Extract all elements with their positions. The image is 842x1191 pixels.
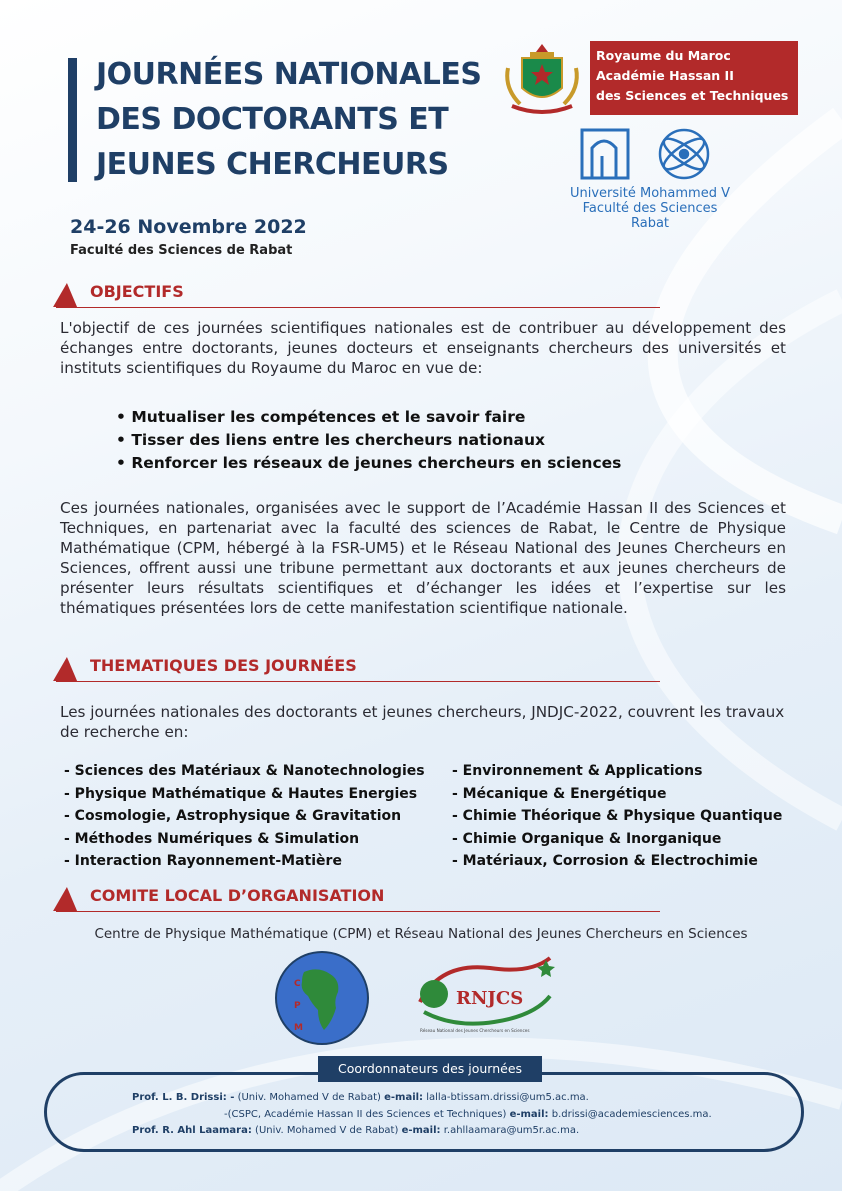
- royal-line-1: Royaume du Maroc: [596, 48, 731, 63]
- univ-line-1: Université Mohammed V: [570, 186, 730, 201]
- theme-item: - Chimie Théorique & Physique Quantique: [452, 808, 783, 824]
- bullet-item: • Tisser des liens entre les chercheurs nationaux: [116, 429, 621, 452]
- coordinator-affiliation: (Univ. Mohamed V de Rabat): [251, 1125, 402, 1136]
- university-logos: [580, 128, 720, 184]
- moroccan-coat-of-arms-logo: [500, 38, 584, 118]
- faculty-atom-icon: [660, 130, 708, 178]
- coordinator-line: [132, 1090, 712, 1107]
- royal-line-3: des Sciences et Techniques: [596, 88, 789, 103]
- coordinator-affiliation: -(CSPC, Académie Hassan II des Sciences et Techniques): [224, 1108, 510, 1120]
- section-header-objectifs: [56, 282, 660, 308]
- section-header-comite: [56, 886, 660, 912]
- university-name: [520, 186, 780, 231]
- univ-line-2: Faculté des Sciences: [582, 201, 718, 216]
- comite-text: Centre de Physique Mathématique (CPM) et Réseau National des Jeunes Chercheurs en Sciences: [94, 926, 748, 942]
- email-label: e-mail:: [384, 1092, 424, 1103]
- coordinators-lines: [132, 1090, 712, 1140]
- theme-item: - Mécanique & Energétique: [452, 785, 667, 802]
- email-label: e-mail:: [509, 1108, 549, 1120]
- page-title: [96, 52, 496, 187]
- cpm-logo: [274, 950, 370, 1046]
- email-label: e-mail:: [401, 1125, 441, 1136]
- um5-logo-icon: [582, 130, 628, 178]
- coordinator-email[interactable]: lalla-btissam.drissi@um5.ac.ma.: [423, 1092, 589, 1103]
- coordinator-line: [132, 1107, 712, 1124]
- coordinator-email[interactable]: b.drissi@academiesciences.ma.: [548, 1108, 712, 1120]
- section-marker-icon: [53, 283, 91, 307]
- theme-item: - Interaction Rayonnement-Matière: [64, 853, 342, 869]
- theme-item: - Méthodes Numériques & Simulation: [64, 830, 360, 847]
- coordinator-affiliation: (Univ. Mohamed V de Rabat): [234, 1092, 385, 1103]
- thematiques-intro: Les journées nationales des doctorants et jeunes chercheurs, JNDJC-2022, couvrent les travaux de recherche en:: [60, 703, 785, 741]
- section-title: OBJECTIFS: [90, 282, 184, 301]
- theme-item: - Physique Mathématique & Hautes Energies: [64, 785, 418, 802]
- objectifs-body: Ces journées nationales, organisées avec le support de l’Académie Hassan II des Sciences et Techniques, en partenariat avec la faculté des sciences de Rabat, le Centre de Physique Mathématique (CPM, hébergé à la FSR-UM5) et le Réseau National des Jeunes Chercheurs en Sciences, offrent aussi une tribune permettant aux doctorants et aux jeunes chercheurs de présenter leurs résultats scientifiques et d’échanger les idées et l’expertise sur les thématiques présentées lors de cette manifestation scientifique nationale.: [60, 499, 786, 617]
- theme-item: - Sciences des Matériaux & Nanotechnologies: [64, 763, 425, 779]
- title-line-1: JOURNÉES NATIONALES: [96, 57, 482, 92]
- theme-item: - Environnement & Applications: [452, 763, 703, 779]
- themes-left-list: [64, 760, 425, 873]
- title-line-2: DES DOCTORANTS ET: [96, 102, 449, 137]
- rnjcs-name: RNJCS: [456, 988, 524, 1009]
- event-dates: 24-26 Novembre 2022: [70, 216, 307, 238]
- coordinator-name: Prof. L. B. Drissi: -: [132, 1092, 235, 1103]
- rnjcs-subtitle: Réseau National des Jeunes Chercheurs en Sciences: [420, 1028, 530, 1033]
- objectifs-bullets: [116, 406, 621, 475]
- coordinator-name: Prof. R. Ahl Laamara:: [132, 1125, 252, 1136]
- title-line-3: JEUNES CHERCHEURS: [96, 147, 449, 182]
- univ-line-3: Rabat: [630, 216, 670, 231]
- cpm-letter: C P M: [294, 979, 303, 1033]
- event-place: Faculté des Sciences de Rabat: [70, 243, 293, 258]
- section-title: THEMATIQUES DES JOURNÉES: [90, 656, 357, 675]
- coordinator-email[interactable]: r.ahllaamara@um5r.ac.ma.: [440, 1125, 580, 1136]
- bullet-item: • Renforcer les réseaux de jeunes chercheurs en sciences: [116, 452, 621, 475]
- section-header-thematiques: [56, 656, 660, 682]
- theme-item: - Cosmologie, Astrophysique & Gravitation: [64, 808, 402, 824]
- rnjcs-logo: [410, 952, 560, 1038]
- themes-right-list: [452, 760, 782, 873]
- theme-item: - Chimie Organique & Inorganique: [452, 830, 722, 847]
- coordinators-label: Coordonnateurs des journées: [318, 1056, 542, 1082]
- bullet-item: • Mutualiser les compétences et le savoir faire: [116, 406, 621, 429]
- section-marker-icon: [53, 887, 91, 911]
- royal-line-2: Académie Hassan II: [596, 68, 734, 83]
- royal-institution-box: [590, 41, 798, 115]
- title-accent-bar: [68, 58, 77, 182]
- section-title: COMITE LOCAL D’ORGANISATION: [90, 886, 385, 905]
- coordinator-line: [132, 1123, 712, 1140]
- theme-item: - Matériaux, Corrosion & Electrochimie: [452, 853, 758, 869]
- objectifs-intro: L'objectif de ces journées scientifiques nationales est de contribuer au développement des échanges entre doctorants, jeunes docteurs et enseignants chercheurs des universités et instituts scientifiques du Royaume du Maroc en vue de:: [60, 319, 786, 377]
- section-marker-icon: [53, 657, 91, 681]
